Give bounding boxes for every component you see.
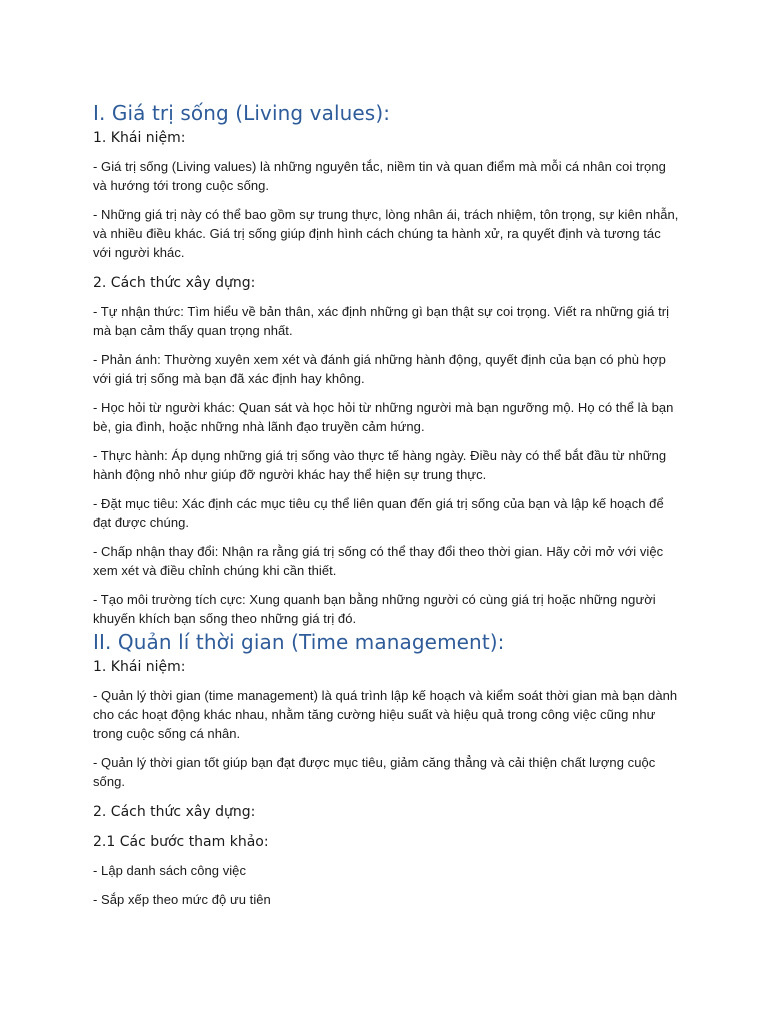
paragraph: - Phản ánh: Thường xuyên xem xét và đánh giá những hành động, quyết định của bạn có phù hợp với giá trị sống mà bạn đã xác định hay không. [93, 352, 666, 386]
paragraph: - Tự nhận thức: Tìm hiểu về bản thân, xác định những gì bạn thật sự coi trọng. Viết ra những giá trị mà bạn cảm thấy quan trọng nhất. [93, 304, 670, 338]
paragraph: - Những giá trị này có thể bao gồm sự trung thực, lòng nhân ái, trách nhiệm, tôn trọng, sự kiên nhẫn, và nhiều điều khác. Giá trị sống giúp định hình cách chúng ta hành xử, ra quyết định và tương tác với người khác. [93, 207, 679, 260]
paragraph: - Thực hành: Áp dụng những giá trị sống vào thực tế hàng ngày. Điều này có thể bắt đầu từ những hành động nhỏ như giúp đỡ người khác hay thể hiện sự trung thực. [93, 448, 667, 482]
paragraph: - Tạo môi trường tích cực: Xung quanh bạn bằng những người có cùng giá trị hoặc những người khuyến khích bạn sống theo những giá trị đó. [93, 592, 656, 626]
paragraph: - Đặt mục tiêu: Xác định các mục tiêu cụ thể liên quan đến giá trị sống của bạn và lập kế hoạch để đạt được chúng. [93, 496, 664, 530]
subheading-concept: 1. Khái niệm: [93, 130, 186, 146]
paragraph: - Quản lý thời gian (time management) là quá trình lập kế hoạch và kiểm soát thời gian mà bạn dành cho các hoạt động khác nhau, nhằm tăng cường hiệu suất và hiệu quả trong công việc cũng như trong cuộc sống cá nhân. [93, 688, 678, 741]
section-heading-living-values: I. Giá trị sống (Living values): [93, 101, 391, 125]
subheading-concept: 1. Khái niệm: [93, 659, 186, 675]
subheading-build: 2. Cách thức xây dựng: [93, 804, 256, 820]
subheading-steps: 2.1 Các bước tham khảo: [93, 834, 269, 850]
paragraph: - Quản lý thời gian tốt giúp bạn đạt được mục tiêu, giảm căng thẳng và cải thiện chất lượng cuộc sống. [93, 755, 656, 789]
section-heading-time-management: II. Quản lí thời gian (Time management): [93, 630, 505, 654]
list-item: - Sắp xếp theo mức độ ưu tiên [93, 892, 271, 907]
subheading-build: 2. Cách thức xây dựng: [93, 275, 256, 291]
paragraph: - Chấp nhận thay đổi: Nhận ra rằng giá trị sống có thể thay đổi theo thời gian. Hãy cởi mở với việc xem xét và điều chỉnh chúng khi cần thiết. [93, 544, 664, 578]
paragraph: - Giá trị sống (Living values) là những nguyên tắc, niềm tin và quan điểm mà mỗi cá nhân coi trọng và hướng tới trong cuộc sống. [93, 159, 666, 193]
list-item: - Lập danh sách công việc [93, 863, 247, 878]
paragraph: - Học hỏi từ người khác: Quan sát và học hỏi từ những người mà bạn ngưỡng mộ. Họ có thể là bạn bè, gia đình, hoặc những nhà lãnh đạo truyền cảm hứng. [93, 400, 674, 434]
